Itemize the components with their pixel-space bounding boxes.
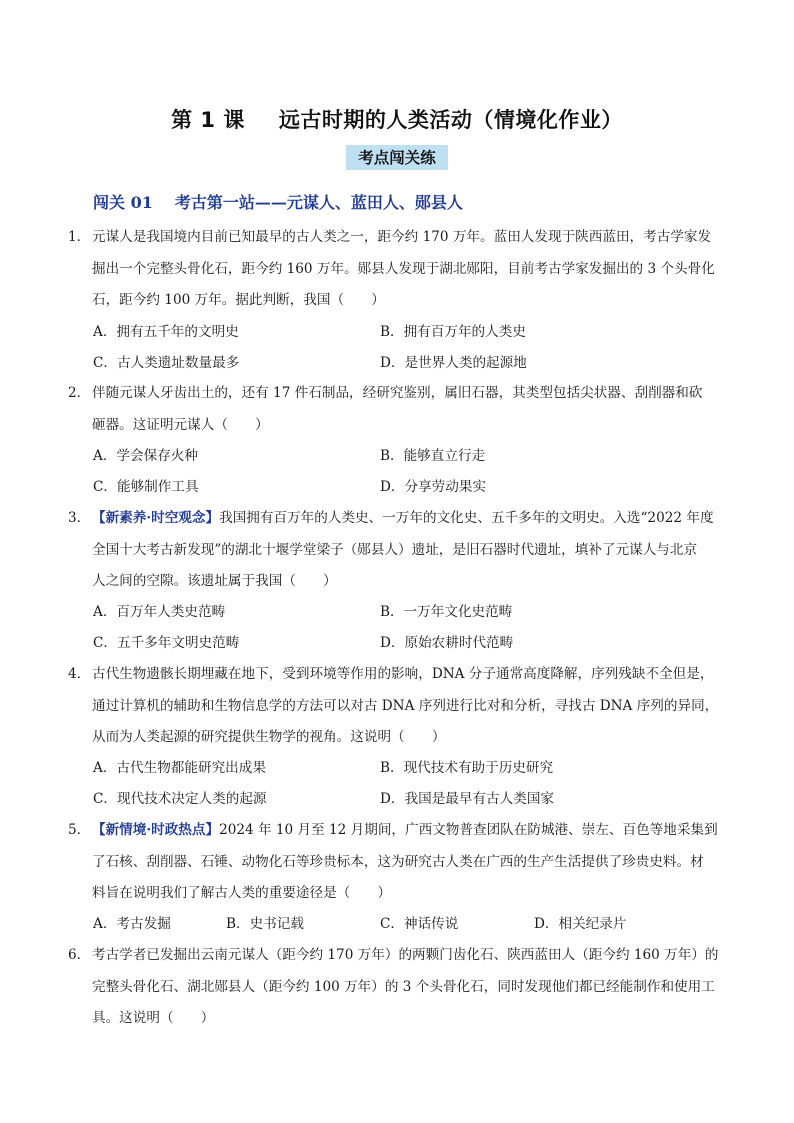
option-a[interactable]: A．学会保存火种 <box>93 448 198 464</box>
option-a[interactable]: A．百万年人类史范畴 <box>93 604 226 620</box>
option-c[interactable]: C．能够制作工具 <box>93 479 199 495</box>
option-d[interactable]: D．原始农耕时代范畴 <box>380 635 514 651</box>
practice-subtitle: 考点闯关练 <box>346 145 448 170</box>
option-b[interactable]: B．现代技术有助于历史研究 <box>380 760 554 776</box>
section-label: 闯关 01 <box>93 193 153 212</box>
option-b[interactable]: B．能够直立行走 <box>380 448 486 464</box>
lesson-number: 第 1 课 <box>171 108 245 132</box>
option-b[interactable]: B．一万年文化史范畴 <box>380 604 513 620</box>
lesson-title <box>0 104 794 134</box>
section-heading <box>93 190 463 213</box>
question-text-line: 掘出一个完整头骨化石，距今约 160 万年。郧县人发现于湖北郧阳，目前考古学家发掘出的 3 个头骨化 <box>92 260 715 277</box>
question-text-line: 通过计算机的辅助和生物信息学的方法可以对古 DNA 序列进行比对和分析，寻找古 DNA 序列的异同， <box>92 697 719 714</box>
question-5 <box>68 815 730 910</box>
option-b[interactable]: B．拥有百万年的人类史 <box>380 324 526 340</box>
option-c[interactable]: C．现代技术决定人类的起源 <box>93 791 267 807</box>
option-b[interactable]: B．史书记载 <box>226 916 304 932</box>
question-text-line: 了石核、刮削器、石锤、动物化石等珍贵标本，这为研究古人类在广西的生产生活提供了珍贵史料。材 <box>92 853 704 870</box>
question-text-line: 人之间的空隙。该遗址属于我国（ ） <box>92 573 337 589</box>
question-number: 5． <box>68 822 91 838</box>
question-text-line: 全国十大考古新发现”的湖北十堰学堂梁子（郧县人）遗址，是旧石器时代遗址，填补了元谋人与北京 <box>92 541 698 558</box>
question-tag: 【新情境·时政热点】 <box>92 822 220 838</box>
question-text-line: 考古学者已发掘出云南元谋人（距今约 170 万年）的两颗门齿化石、陕西蓝田人（距今约 160 万年）的 <box>92 947 719 963</box>
question-text-line: 具。这说明（ ） <box>92 1010 215 1026</box>
option-a[interactable]: A．拥有五千年的文明史 <box>93 324 239 340</box>
option-d[interactable]: D．分享劳动果实 <box>380 479 487 495</box>
option-c[interactable]: C．古人类遗址数量最多 <box>93 355 240 371</box>
option-a[interactable]: A．古代生物都能研究出成果 <box>93 760 266 776</box>
option-c[interactable]: C．神话传说 <box>380 916 459 932</box>
question-text-line: 伴随元谋人牙齿出土的，还有 17 件石制品，经研究鉴别，属旧石器，其类型包括尖状器、刮削器和砍 <box>92 385 703 401</box>
question-text-line: 完整头骨化石、湖北郧县人（距今约 100 万年）的 3 个头骨化石，同时发现他们都已经能制作和使用工 <box>92 978 715 995</box>
question-6 <box>68 940 730 1035</box>
question-tag: 【新素养·时空观念】 <box>92 510 220 526</box>
question-number: 6． <box>68 947 91 963</box>
lesson-name: 远古时期的人类活动（情境化作业） <box>278 108 623 132</box>
question-text-line: 从而为人类起源的研究提供生物学的视角。这说明（ ） <box>92 729 446 745</box>
section-title: 考古第一站——元谋人、蓝田人、郧县人 <box>174 193 463 212</box>
question-number: 3． <box>68 510 91 526</box>
question-text-line: 我国拥有百万年的人类史、一万年的文化史、五千多年的文明史。入选“2022 年度 <box>219 510 714 526</box>
question-4 <box>68 659 730 754</box>
question-text-line: 料旨在说明我们了解古人类的重要途径是（ ） <box>92 885 392 901</box>
question-text-line: 2024 年 10 月至 12 月期间，广西文物普查团队在防城港、崇左、百色等地采集到 <box>219 822 718 838</box>
question-3 <box>68 503 730 598</box>
option-d[interactable]: D．是世界人类的起源地 <box>380 355 527 371</box>
question-2 <box>68 378 730 441</box>
option-d[interactable]: D．我国是最早有古人类国家 <box>380 791 555 807</box>
question-number: 2． <box>68 385 91 401</box>
question-text-line: 石，距今约 100 万年。据此判断，我国（ ） <box>92 292 385 308</box>
question-text-line: 元谋人是我国境内目前已知最早的古人类之一，距今约 170 万年。蓝田人发现于陕西蓝田，考古学家发 <box>92 229 712 245</box>
option-d[interactable]: D．相关纪录片 <box>534 916 627 932</box>
question-text-line: 古代生物遗骸长期埋藏在地下，受到环境等作用的影响，DNA 分子通常高度降解，序列残缺不全但是， <box>92 666 714 682</box>
question-1 <box>68 222 730 317</box>
option-a[interactable]: A．考古发掘 <box>93 916 171 932</box>
question-number: 4． <box>68 666 91 682</box>
question-number: 1． <box>68 229 91 245</box>
option-c[interactable]: C．五千多年文明史范畴 <box>93 635 240 651</box>
question-text-line: 砸器。这证明元谋人（ ） <box>92 416 269 433</box>
